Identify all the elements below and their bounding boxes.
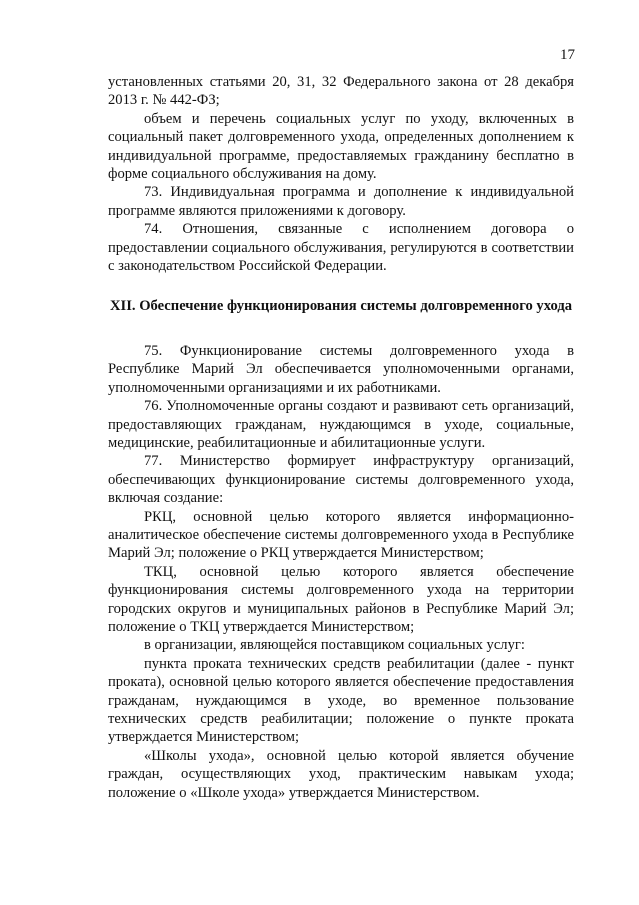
section-heading: XII. Обеспечение функционирования системы долговременного ухода: [110, 298, 572, 315]
paragraph: РКЦ, основной целью которого является информационно-аналитическое обеспечение системы долговременного ухода в Республике Марий Эл; положение о РКЦ утверждается Министерством;: [108, 508, 574, 562]
paragraph: пункта проката технических средств реабилитации (далее - пункт проката), основной целью которого является обеспечение предоставления гражданам, нуждающимся в уходе, во временное пользование технических средств реабилитации; положение о пункте проката утверждается Министерством;: [108, 655, 574, 746]
paragraph: 75. Функционирование системы долговременного ухода в Республике Марий Эл обеспечивается уполномоченными органами, уполномоченными организациями и их работниками.: [108, 342, 574, 396]
section-continued-text: [108, 73, 574, 275]
paragraph: «Школы ухода», основной целью которой является обучение граждан, осуществляющих уход, практическим навыкам ухода; положение о «Школе ухода» утверждается Министерством.: [108, 747, 574, 801]
paragraph: объем и перечень социальных услуг по уходу, включенных в социальный пакет долговременного ухода, определенных дополнением к индивидуальной программе, предоставляемых гражданину бесплатно в форме социального обслуживания на дому.: [108, 110, 574, 183]
document-body: [108, 73, 574, 802]
section-xii-text: [108, 342, 574, 802]
paragraph: 77. Министерство формирует инфраструктуру организаций, обеспечивающих функционирование системы долговременного ухода, включая создание:: [108, 453, 574, 507]
paragraph: в организации, являющейся поставщиком социальных услуг:: [144, 637, 525, 654]
paragraph: 74. Отношения, связанные с исполнением договора о предоставлении социального обслуживания, регулируются в соответствии с законодательством Российской Федерации.: [108, 221, 574, 275]
paragraph: установленных статьями 20, 31, 32 Федерального закона от 28 декабря 2013 г. № 442-ФЗ;: [108, 74, 574, 109]
paragraph: 76. Уполномоченные органы создают и развивают сеть организаций, предоставляющих гражданам, нуждающимся в уходе, социальные, медицинские, реабилитационные и абилитационные услуги.: [108, 398, 574, 451]
page-number: 17: [560, 47, 575, 63]
paragraph: ТКЦ, основной целью которого является обеспечение функционирования системы долговременного ухода на территории городских округов и муниципальных районов в Республике Марий Эл; положение о ТКЦ утверждается Министерством;: [108, 563, 574, 635]
paragraph: 73. Индивидуальная программа и дополнение к индивидуальной программе являются приложениями к договору.: [108, 184, 574, 219]
